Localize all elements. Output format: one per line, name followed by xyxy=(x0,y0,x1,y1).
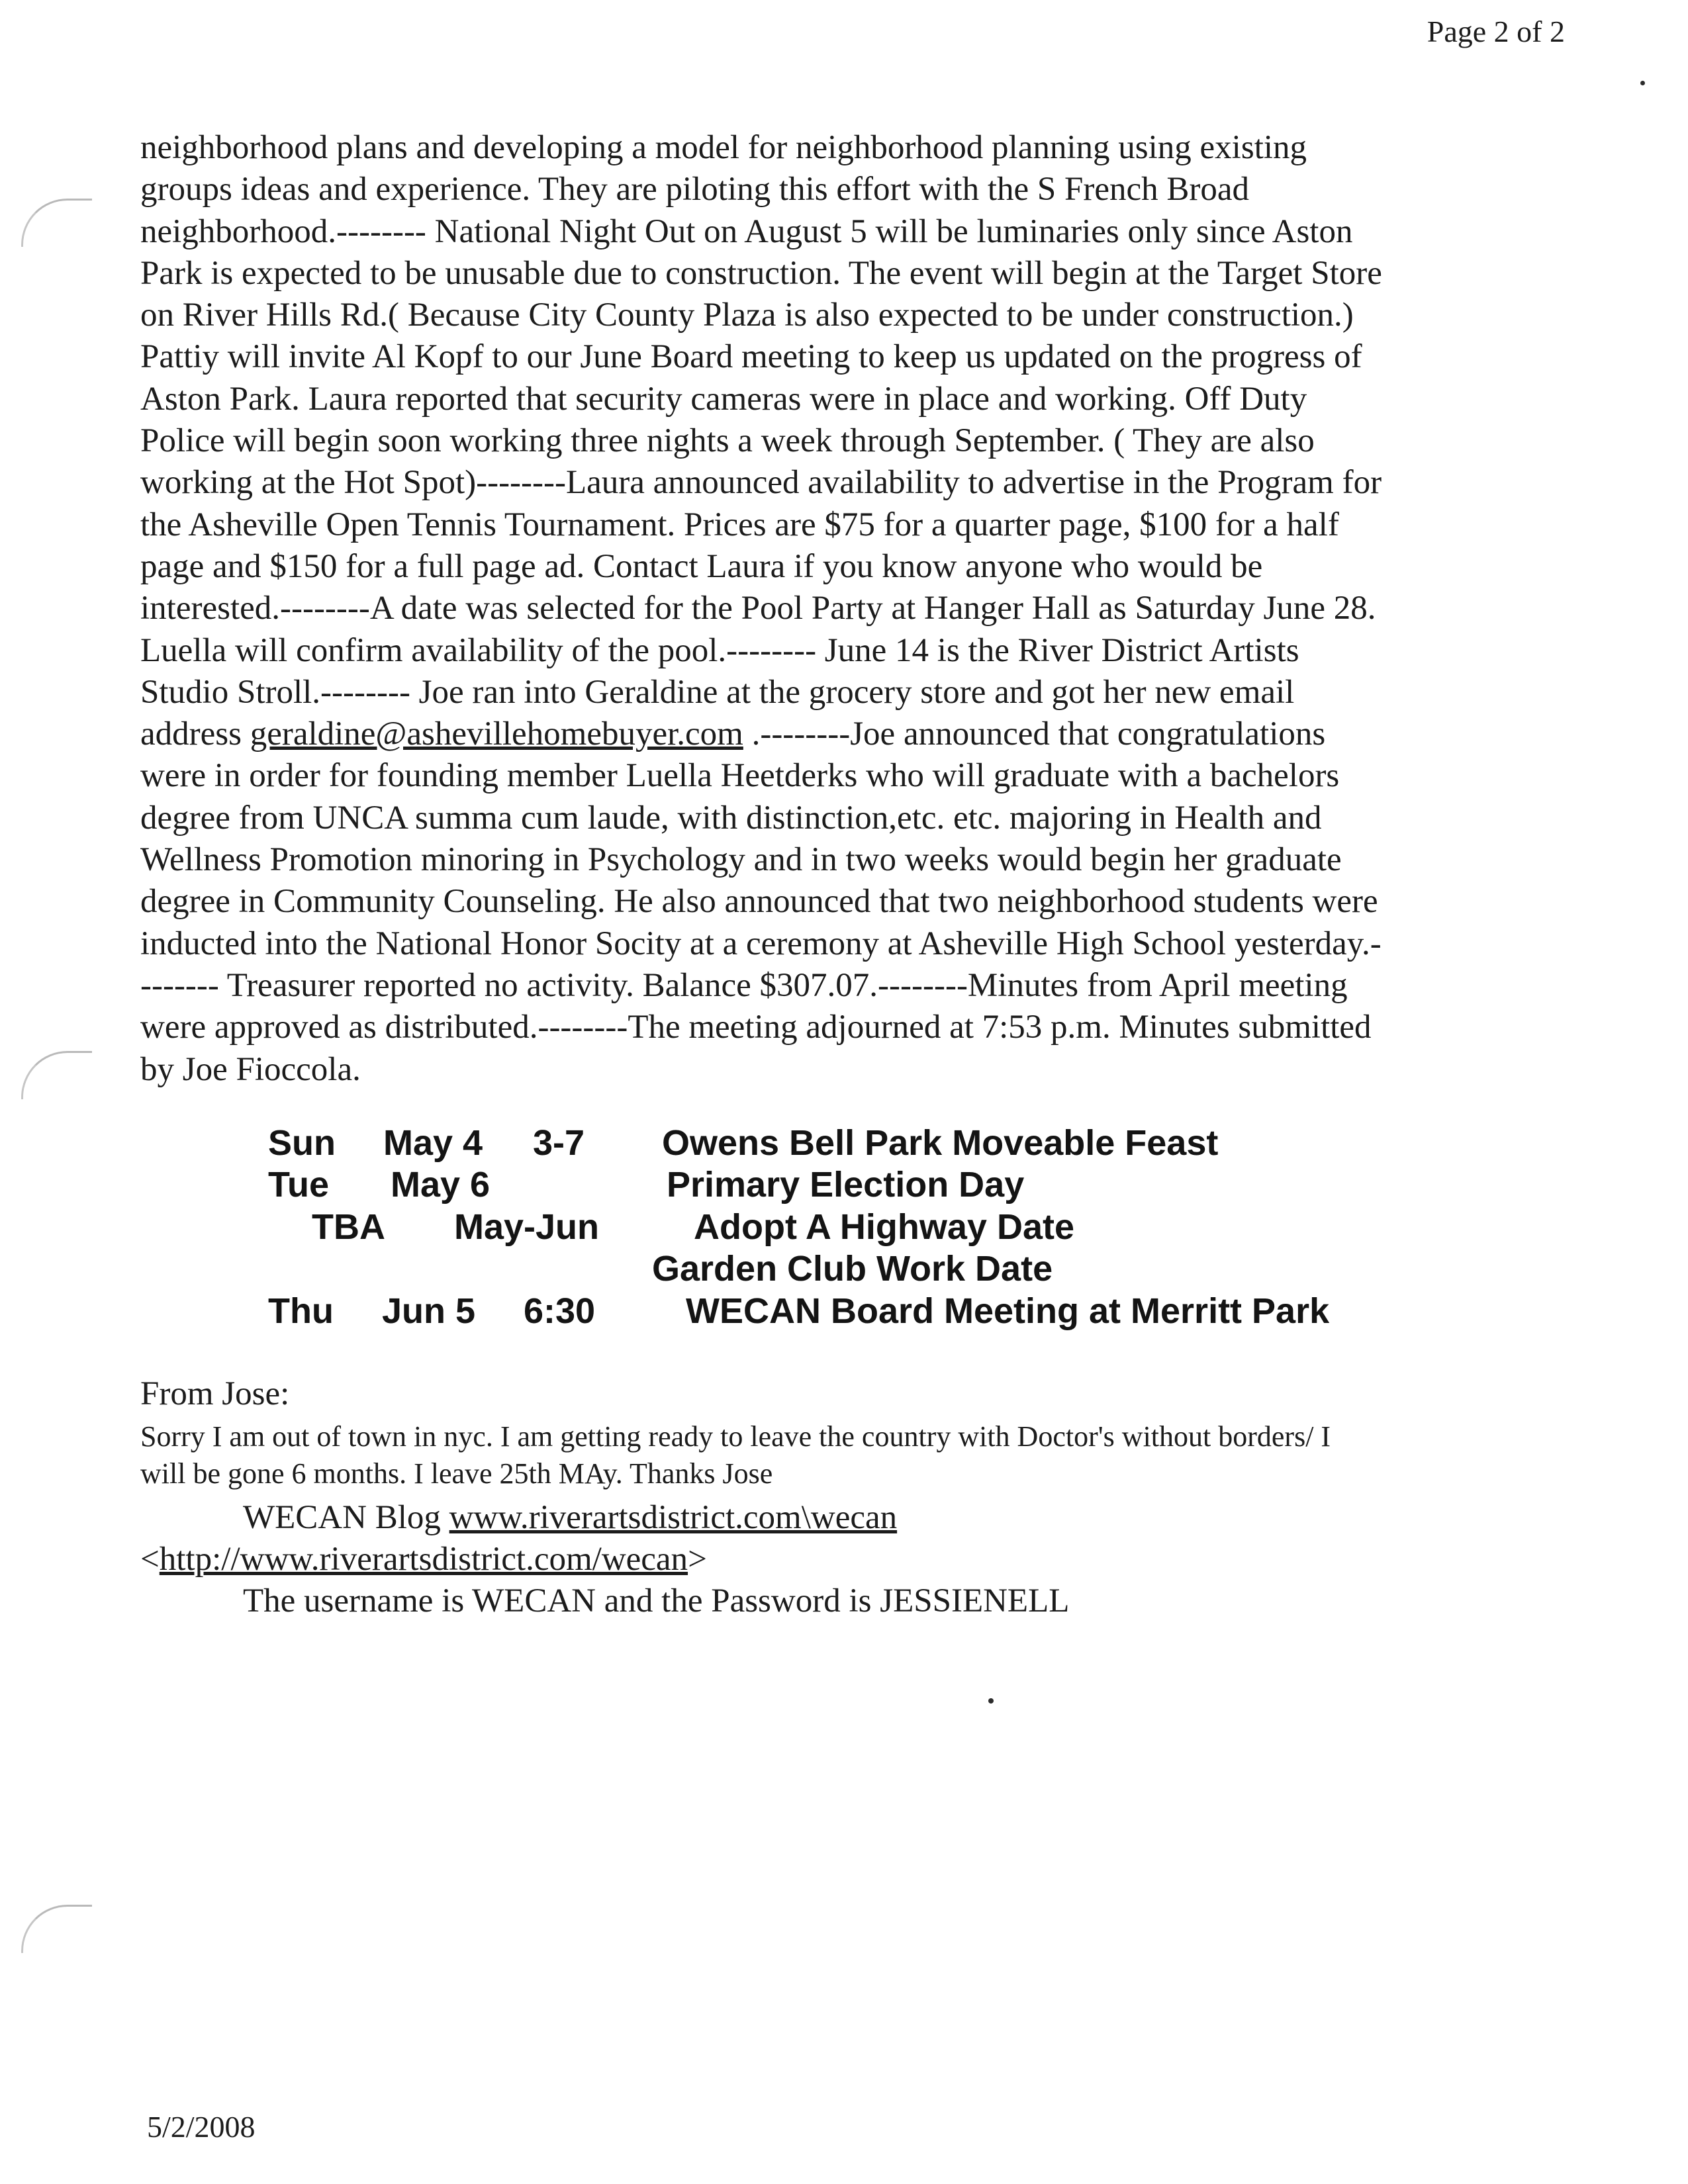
url-close-bracket: > xyxy=(688,1541,707,1578)
minutes-line: Studio Stroll.-------- Joe ran into Geraldine at the grocery store and got her new email xyxy=(140,673,1295,711)
jose-message xyxy=(140,1418,1331,1492)
minutes-line: Aston Park. Laura reported that security cameras were in place and working. Off Duty xyxy=(140,380,1307,418)
minutes-line: interested.--------A date was selected for the Pool Party at Hanger Hall as Saturday June 28. xyxy=(140,590,1376,627)
schedule-event: Owens Bell Park Moveable Feast xyxy=(662,1123,1219,1163)
schedule-date: Jun 5 xyxy=(382,1291,476,1331)
minutes-line: neighborhood.-------- National Night Out on August 5 will be luminaries only since Aston xyxy=(140,212,1353,250)
scan-speck xyxy=(988,1698,994,1704)
email-link[interactable]: geraldine@ashevillehomebuyer.com xyxy=(250,715,743,753)
binder-hole-mark xyxy=(21,199,92,247)
minutes-line: inducted into the National Honor Socity at a ceremony at Asheville High School yesterday.- xyxy=(140,925,1382,962)
email-prefix: address xyxy=(140,715,250,753)
minutes-line: neighborhood plans and developing a model for neighborhood planning using existing xyxy=(140,129,1307,166)
schedule-event: WECAN Board Meeting at Merritt Park xyxy=(686,1291,1330,1331)
schedule-event: Adopt A Highway Date xyxy=(694,1207,1075,1247)
minutes-line: Wellness Promotion minoring in Psychology and in two weeks would begin her graduate xyxy=(140,841,1342,879)
schedule-date: May-Jun xyxy=(454,1207,600,1247)
jose-message-line: will be gone 6 months. I leave 25th MAy. Thanks Jose xyxy=(140,1457,773,1490)
minutes-line: groups ideas and experience. They are piloting this effort with the S French Broad xyxy=(140,171,1250,208)
schedule-day: Sun xyxy=(268,1123,336,1163)
minutes-line: were in order for founding member Luella Heetderks who will graduate with a bachelors xyxy=(140,757,1340,795)
binder-hole-mark xyxy=(21,1905,92,1953)
schedule-event: Garden Club Work Date xyxy=(652,1249,1053,1289)
email-suffix: .--------Joe announced that congratulations xyxy=(743,715,1326,753)
url-open-bracket: < xyxy=(140,1541,160,1578)
schedule-event: Primary Election Day xyxy=(667,1165,1025,1205)
blog-url-line xyxy=(140,1539,1069,1580)
minutes-line: degree in Community Counseling. He also announced that two neighborhood students were xyxy=(140,883,1378,921)
schedule-date: May 6 xyxy=(391,1165,491,1205)
schedule-day: TBA xyxy=(312,1207,385,1247)
minutes-line: Pattiy will invite Al Kopf to our June Board meeting to keep us updated on the progress of xyxy=(140,338,1362,376)
minutes-line: by Joe Fioccola. xyxy=(140,1050,361,1088)
schedule-time: 3-7 xyxy=(533,1123,585,1163)
minutes-line: page and $150 for a full page ad. Contact Laura if you know anyone who would be xyxy=(140,547,1263,585)
schedule-day: Tue xyxy=(268,1165,329,1205)
minutes-line: were approved as distributed.--------The meeting adjourned at 7:53 p.m. Minutes submitted xyxy=(140,1009,1372,1046)
minutes-line: ------- Treasurer reported no activity. Balance $307.07.--------Minutes from April meeting xyxy=(140,966,1348,1004)
binder-hole-mark xyxy=(21,1051,92,1099)
jose-message-line: Sorry I am out of town in nyc. I am getting ready to leave the country with Doctor's without borders/ I xyxy=(140,1420,1331,1453)
blog-line xyxy=(140,1497,1069,1539)
blog-label: WECAN Blog xyxy=(243,1499,449,1536)
minutes-line-email xyxy=(140,713,1382,755)
schedule-day: Thu xyxy=(268,1291,334,1331)
blog-link[interactable]: www.riverartsdistrict.com\wecan xyxy=(449,1499,898,1536)
schedule-time: 6:30 xyxy=(524,1291,596,1331)
schedule xyxy=(0,1122,1688,1347)
minutes-line: on River Hills Rd.( Because City County Plaza is also expected to be under construction.) xyxy=(140,296,1354,334)
minutes-line: Police will begin soon working three nights a week through September. ( They are also xyxy=(140,422,1315,460)
minutes-line: Luella will confirm availability of the pool.-------- June 14 is the River District Artists xyxy=(140,631,1299,669)
page-number: Page 2 of 2 xyxy=(1427,15,1565,48)
minutes-line: degree from UNCA summa cum laude, with distinction,etc. etc. majoring in Health and xyxy=(140,799,1322,837)
minutes-line: working at the Hot Spot)--------Laura announced availability to advertise in the Program for xyxy=(140,464,1382,502)
blog-url-link[interactable]: http://www.riverartsdistrict.com/wecan xyxy=(159,1541,688,1578)
minutes-body xyxy=(140,127,1382,1091)
schedule-date: May 4 xyxy=(383,1123,483,1163)
minutes-line: Park is expected to be unusable due to construction. The event will begin at the Target Store xyxy=(140,254,1382,292)
footer-date: 5/2/2008 xyxy=(147,2110,256,2144)
scan-speck xyxy=(1640,81,1645,85)
blog-section xyxy=(140,1497,1069,1622)
blog-credentials: The username is WECAN and the Password is JESSIENELL xyxy=(243,1582,1070,1619)
from-label: From Jose: xyxy=(140,1375,290,1412)
minutes-line: the Asheville Open Tennis Tournament. Prices are $75 for a quarter page, $100 for a half xyxy=(140,506,1339,543)
